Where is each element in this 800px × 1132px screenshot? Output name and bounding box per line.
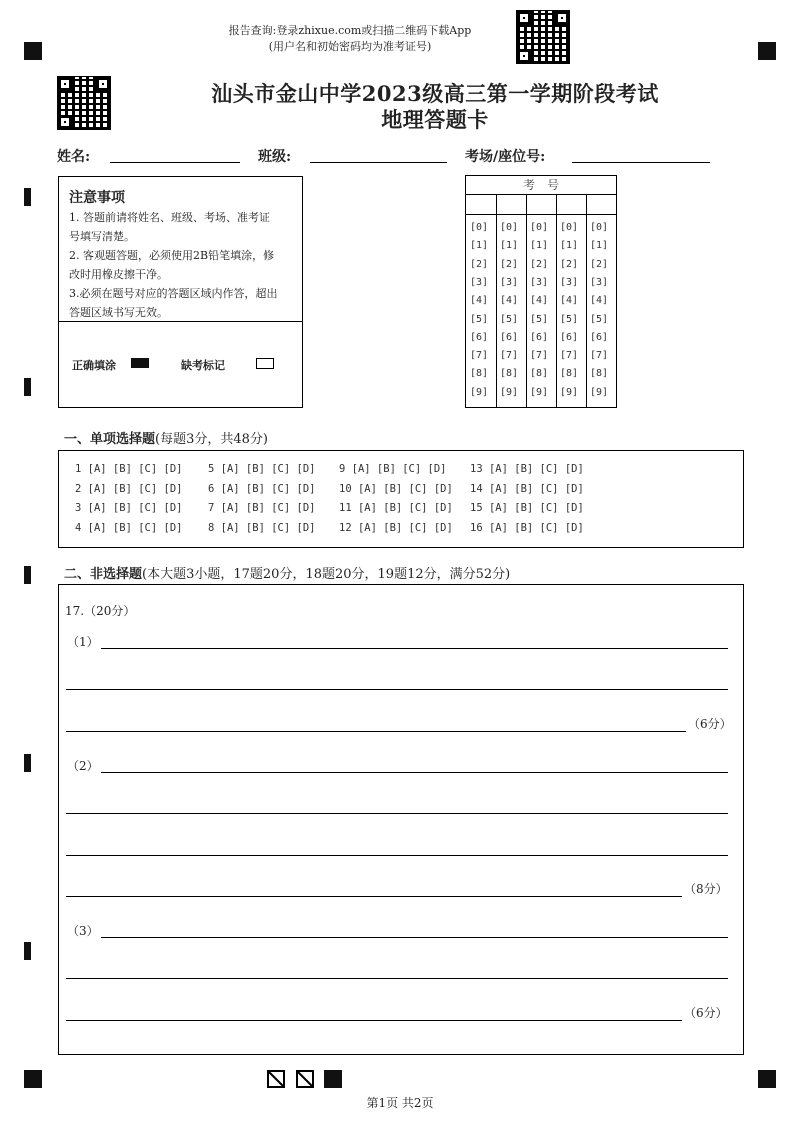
digit-bubble[interactable]: [2] [470,258,489,270]
digit-bubble[interactable]: [7] [560,350,579,362]
registration-mark [24,1070,42,1088]
mc-question-row[interactable]: 3 [A] [B] [C] [D] [75,502,183,514]
page-subtitle: 地理答题卡 [381,107,489,132]
qr-code-icon [516,10,570,64]
qr-code-icon [57,76,111,130]
digit-bubble[interactable]: [1] [590,240,609,252]
digit-bubble[interactable]: [8] [530,368,549,380]
name-field[interactable] [110,162,240,163]
answer-line[interactable] [66,731,686,732]
registration-mark [758,1070,776,1088]
answer-line[interactable] [101,648,728,649]
exam-number-grid [465,175,617,408]
digit-bubble[interactable]: [9] [530,386,549,398]
mc-question-row[interactable]: 13 [A] [B] [C] [D] [470,463,584,475]
report-query-text: 报告查询:登录zhixue.com或扫描二维码下载App [228,24,472,37]
digit-bubble[interactable]: [0] [500,222,519,233]
digit-bubble[interactable]: [2] [500,258,519,270]
class-field[interactable] [310,162,447,163]
registration-mark [758,42,776,60]
seat-field[interactable] [572,162,710,163]
digit-bubble[interactable]: [3] [590,276,609,288]
digit-bubble[interactable]: [1] [530,240,549,252]
section2-note: (本大题3小题，17题20分，18题20分，19题12分，满分52分) [142,567,511,582]
grid-line [466,194,616,195]
section2-heading [64,563,510,582]
digit-bubble[interactable]: [0] [560,222,579,233]
part2-score: （8分） [684,882,728,896]
digit-bubble[interactable]: [6] [500,331,519,343]
mc-question-row[interactable]: 6 [A] [B] [C] [D] [208,482,316,495]
exam-number-header: 考 号 [522,178,559,192]
class-label: 班级: [258,149,292,165]
timing-mark [24,188,31,206]
digit-bubble[interactable]: [5] [470,313,489,325]
filled-box-icon [324,1070,342,1088]
digit-bubble[interactable]: [5] [530,313,549,325]
digit-bubble[interactable]: [9] [560,386,579,398]
absent-mark-checkbox[interactable] [256,358,274,369]
digit-bubble[interactable]: [8] [560,368,579,380]
page-title: 汕头市金山中学2023级高三第一学期阶段考试 [211,81,659,106]
report-query-subtext: (用户名和初始密码均为准考证号) [268,40,432,53]
timing-mark [24,754,31,772]
part3-label: （3） [67,924,99,938]
seat-label: 考场/座位号: [465,149,546,165]
digit-bubble[interactable]: [0] [470,222,489,233]
mc-question-row[interactable]: 16 [A] [B] [C] [D] [470,521,584,534]
digit-bubble[interactable]: [6] [470,331,489,343]
notice-divider [59,321,302,322]
mc-question-row[interactable]: 11 [A] [B] [C] [D] [339,502,453,514]
section1-title: 一、单项选择题 [64,432,156,447]
mc-question-row[interactable]: 10 [A] [B] [C] [D] [339,482,453,495]
part3-score: （6分） [684,1006,728,1020]
grid-line [496,194,497,407]
digit-bubble[interactable]: [1] [560,240,579,252]
digit-bubble[interactable]: [6] [590,331,609,343]
notice-title: 注意事项 [69,190,125,206]
mc-question-row[interactable]: 15 [A] [B] [C] [D] [470,502,584,514]
mc-question-row[interactable]: 2 [A] [B] [C] [D] [75,482,183,495]
digit-bubble[interactable]: [2] [590,258,609,270]
mc-question-row[interactable]: 4 [A] [B] [C] [D] [75,521,183,534]
registration-mark [24,42,42,60]
answer-line[interactable] [66,1020,682,1021]
digit-bubble[interactable]: [1] [470,240,489,252]
mc-question-row[interactable]: 1 [A] [B] [C] [D] [75,463,183,475]
digit-bubble[interactable]: [3] [500,276,519,288]
digit-bubble[interactable]: [6] [560,331,579,343]
slash-box-icon [267,1070,285,1088]
digit-bubble[interactable]: [7] [470,350,489,362]
question-17-label: 17.（20分） [65,604,136,618]
notice-item: 3.必须在题号对应的答题区域内作答，超出 [69,287,278,300]
name-label: 姓名: [57,149,91,165]
digit-bubble[interactable]: [5] [590,313,609,325]
digit-bubble[interactable]: [9] [590,386,609,398]
digit-bubble[interactable]: [7] [530,350,549,362]
answer-line[interactable] [66,855,728,856]
digit-bubble[interactable]: [8] [500,368,519,380]
digit-bubble[interactable]: [0] [530,222,549,233]
digit-bubble[interactable]: [2] [530,258,549,270]
page-number: 第1页 共2页 [366,1096,434,1110]
digit-bubble[interactable]: [8] [590,368,609,380]
answer-line[interactable] [66,689,728,690]
notice-item: 2. 客观题答题，必须使用2B铅笔填涂，修 [69,249,275,262]
digit-bubble[interactable]: [5] [560,313,579,325]
notice-box [58,176,303,408]
digit-bubble[interactable]: [1] [500,240,519,252]
notice-item: 1. 答题前请将姓名、班级、考场、准考证 [69,211,270,224]
digit-bubble[interactable]: [4] [560,295,579,307]
digit-bubble[interactable]: [8] [470,368,489,380]
answer-line[interactable] [101,937,728,938]
answer-line[interactable] [66,896,682,897]
part1-label: （1） [67,635,99,649]
section2-title: 二、非选择题 [64,567,143,582]
digit-bubble[interactable]: [2] [560,258,579,270]
digit-bubble[interactable]: [5] [500,313,519,325]
section1-note: (每题3分，共48分) [155,432,268,447]
answer-line[interactable] [66,813,728,814]
correct-fill-label: 正确填涂 [72,359,116,372]
digit-bubble[interactable]: [4] [470,295,489,307]
digit-bubble[interactable]: [3] [560,276,579,288]
mc-question-row[interactable]: 5 [A] [B] [C] [D] [208,463,316,475]
part2-label: （2） [67,759,99,773]
notice-item: 号填写清楚。 [69,230,135,243]
digit-bubble[interactable]: [0] [590,222,609,233]
mc-question-row[interactable]: 14 [A] [B] [C] [D] [470,482,584,495]
digit-bubble[interactable]: [7] [590,350,609,362]
timing-mark [24,566,31,584]
part1-score: （6分） [688,717,732,731]
timing-mark [24,378,31,396]
mc-question-row[interactable]: 8 [A] [B] [C] [D] [208,521,316,534]
essay-answer-box [58,584,744,1055]
notice-item: 答题区域书写无效。 [69,306,168,319]
grid-line [466,214,616,215]
grid-line [586,194,587,407]
mc-answer-box [58,450,744,548]
absent-mark-label: 缺考标记 [181,359,225,372]
mc-question-row[interactable]: 9 [A] [B] [C] [D] [339,463,447,475]
notice-item: 改时用橡皮擦干净。 [69,268,168,281]
timing-mark [24,942,31,960]
slash-box-icon [296,1070,314,1088]
digit-bubble[interactable]: [3] [470,276,489,288]
notice-list [69,208,299,322]
digit-bubble[interactable]: [4] [530,295,549,307]
mc-question-row[interactable]: 12 [A] [B] [C] [D] [339,521,453,534]
digit-bubble[interactable]: [9] [470,386,489,398]
digit-bubble[interactable]: [7] [500,350,519,362]
mc-question-row[interactable]: 7 [A] [B] [C] [D] [208,502,316,514]
filled-example [131,358,149,368]
grid-line [556,194,557,407]
digit-bubble[interactable]: [4] [500,295,519,307]
section1-heading [64,428,268,447]
digit-bubble[interactable]: [6] [530,331,549,343]
grid-line [526,194,527,407]
digit-bubble[interactable]: [3] [530,276,549,288]
digit-bubble[interactable]: [4] [590,295,609,307]
answer-line[interactable] [101,772,728,773]
digit-bubble[interactable]: [9] [500,386,519,398]
answer-line[interactable] [66,978,728,979]
